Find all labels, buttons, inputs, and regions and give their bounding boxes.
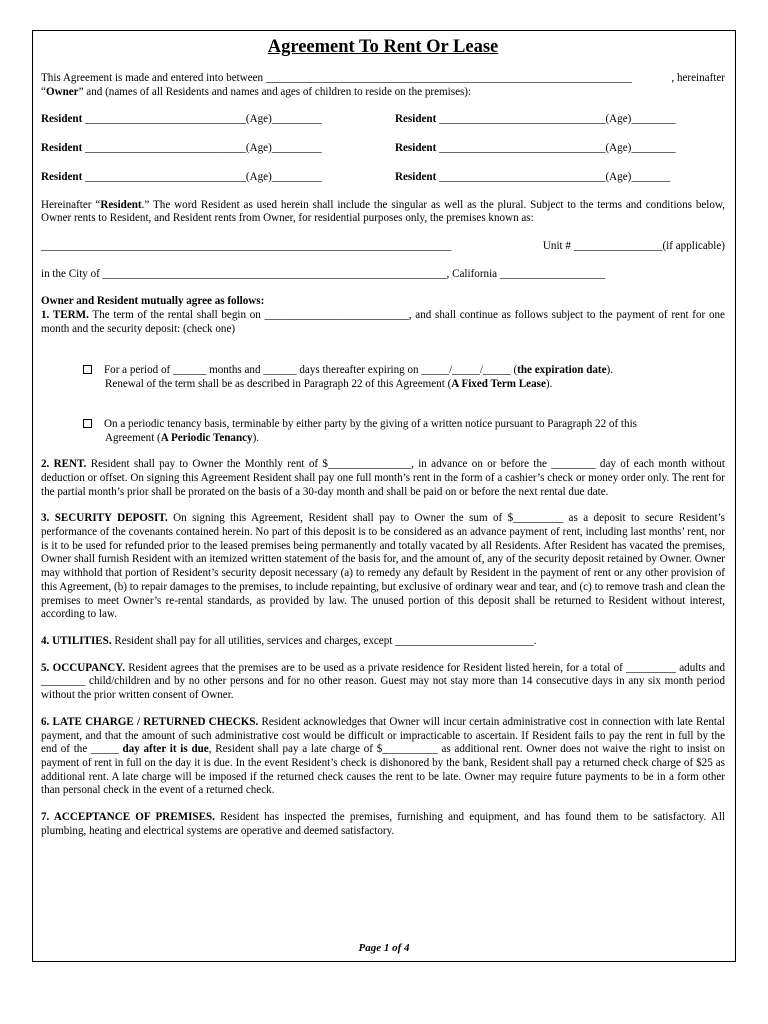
periodic-tenancy-term: A Periodic Tenancy	[160, 431, 253, 444]
late-charge-text: Resident acknowledges that Owner will incur certain administrative cost in connection with late Rental payment, and that the amount of such administrative cost would be difficult or impracticable to ascertain. If Resident fails to pay the rent in full by the end of the _____	[41, 715, 725, 756]
periodic-tenancy-text: On a periodic tenancy basis, terminable by either party by the giving of a written notice pursuant to Paragraph 22 of this	[104, 417, 637, 430]
occupancy-paragraph	[41, 662, 725, 703]
intro-residents-text: ” and (names of all Residents and names and ages of children to reside on the premises):	[78, 85, 472, 98]
term-heading: 1. TERM.	[41, 309, 89, 322]
periodic-cont-end: ).	[252, 431, 260, 444]
checkbox-fixed-term[interactable]	[83, 365, 92, 374]
resident-name-field[interactable]: ______________________________(Age)_______	[436, 170, 671, 183]
resident-name-field[interactable]: _____________________________(Age)_________	[82, 142, 322, 155]
late-charge-text-2: , Resident shall pay a late charge of $__________ as additional rent. Owner does not waive the right to insist on payment of rent in full on the day it is due. In the event Resident’s check is dishonored by the bank, Resident shall pay a returned check charge of $25 as additional rent. A late charge will be imposed if the returned check causes the rent to be late. Owner may require future payments to be in a form other than personal check in the event of a returned check.	[41, 743, 725, 797]
resident-row	[41, 142, 725, 156]
resident-name-field[interactable]: _____________________________(Age)_________	[82, 170, 322, 183]
quote-mark: “	[41, 85, 46, 98]
late-charge-heading: 6. LATE CHARGE / RETURNED CHECKS.	[41, 715, 259, 728]
utilities-text: Resident shall pay for all utilities, services and charges, except _________________________.	[111, 634, 537, 647]
resident-label: Resident	[395, 170, 437, 183]
intro-line-2	[41, 86, 471, 98]
resident-label: Resident	[41, 142, 83, 155]
renewal-end: ).	[545, 378, 553, 391]
hereinafter-paragraph	[41, 199, 725, 226]
hereinafter-start: Hereinafter “	[41, 198, 101, 211]
occupancy-heading: 5. OCCUPANCY.	[41, 661, 125, 674]
intro-line-1	[41, 72, 725, 86]
residents-block	[41, 113, 725, 184]
rent-heading: 2. RENT.	[41, 458, 87, 471]
day-after-due-term: day after it is due	[122, 743, 209, 756]
rent-paragraph	[41, 458, 725, 499]
unit-number-field[interactable]: Unit # ________________(if applicable)	[542, 239, 725, 252]
document-body	[41, 30, 725, 838]
resident-term: Resident	[100, 198, 142, 211]
term-text: The term of the rental shall begin on __________________________, and shall continue as follows subject to the payment of rent for one month and the security deposit: (check one)	[41, 309, 725, 335]
fixed-term-end: ).	[606, 364, 613, 377]
page-number: Page 1 of 4	[358, 942, 410, 954]
rent-text: Resident shall pay to Owner the Monthly rent of $_______________, in advance on or before the ________ day of each month without deduction or offset. On signing this Agreement Resident shall pay one full month’s rent in the form of a cashier’s check or money order only. The rent for the partial month’s prior shall be prorated on the basis of a 30-day month and shall be paid on or before the next rental due date.	[41, 458, 725, 498]
resident-label: Resident	[395, 113, 437, 126]
document-title: Agreement To Rent Or Lease	[267, 37, 499, 57]
term-paragraph	[41, 309, 725, 336]
city-field[interactable]: in the City of ______________________________________________________________	[41, 267, 447, 280]
occupancy-text: Resident agrees that the premises are to be used as a private residence for Resident listed herein, for a total of _________ adults and ________ child/children and by no other persons and for no other reason. Guest may not stay more than 14 consecutive days in any six month period without the prior written consent of Owner.	[41, 661, 725, 702]
checkbox-periodic-tenancy[interactable]	[83, 419, 92, 428]
resident-name-field[interactable]: _____________________________(Age)_________	[82, 113, 322, 126]
security-deposit-heading: 3. SECURITY DEPOSIT.	[41, 512, 168, 525]
resident-label: Resident	[41, 170, 83, 183]
acceptance-heading: 7. ACCEPTANCE OF PREMISES.	[41, 811, 215, 824]
resident-label: Resident	[41, 113, 83, 126]
premises-line	[41, 240, 725, 254]
utilities-heading: 4. UTILITIES.	[41, 634, 112, 647]
city-line	[41, 268, 725, 282]
intro-paragraph	[41, 72, 725, 99]
california-field[interactable]: , California ___________________	[446, 267, 606, 280]
resident-name-field[interactable]: ______________________________(Age)________	[436, 113, 676, 126]
periodic-cont-start: Agreement (	[105, 431, 161, 444]
expiration-date-term: the expiration date	[517, 364, 607, 377]
acceptance-paragraph	[41, 811, 725, 838]
security-deposit-paragraph	[41, 512, 725, 622]
hereinafter-text: .” The word Resident as used herein shall include the singular as well as the plural. Subject to the terms and conditions below, Owner rents to Resident, and Resident rents from Owner, for residential purposes only, the premises known as:	[41, 198, 726, 225]
renewal-text: Renewal of the term shall be as described in Paragraph 22 of this Agreement (	[105, 378, 452, 391]
resident-label: Resident	[395, 142, 437, 155]
intro-text: This Agreement is made and entered into between	[41, 72, 266, 84]
owner-name-blank[interactable]: __________________________________________________________________	[265, 72, 632, 84]
resident-name-field[interactable]: ______________________________(Age)________	[436, 142, 676, 155]
owner-term: Owner	[45, 85, 79, 98]
late-charge-paragraph	[41, 716, 725, 798]
fixed-term-lease-term: A Fixed Term Lease	[451, 378, 546, 391]
resident-row	[41, 113, 725, 127]
security-deposit-text: On signing this Agreement, Resident shall pay to Owner the sum of $_________ as a deposit to secure Resident’s performance of the covenants contained herein. No part of this deposit is to be considered as an advance payment of rent, including last months’ rent, nor is it to be used for refunded prior to the leased premises being permanently and totally vacated by all Residents. After Resident has vacated the premises, Owner shall furnish Resident with an itemized written statement of the basis for, and the amount of, any of the security deposit retained by Owner. Owner may withhold that portion of Resident’s security deposit necessary (a) to remedy any default by Resident in the payment of rent or any other provision of this Agreement, (b) to repair damages to the premises, to include repainting, but exclusive of ordinary wear and tear, and (c) to remove trash and clean the premises to meet Owner’s re-rental standards, as provided by law. The unused portion of this deposit shall be returned to Resident without interest, according to law.	[41, 512, 725, 621]
resident-row	[41, 171, 725, 185]
mutual-agreement-heading: Owner and Resident mutually agree as follows:	[41, 295, 265, 308]
fixed-term-continuation	[105, 378, 725, 392]
intro-hereinafter: , hereinafter	[671, 72, 725, 84]
periodic-tenancy-continuation	[105, 432, 725, 446]
premises-address-field[interactable]: __________________________________________________________________________	[41, 239, 452, 252]
periodic-tenancy-option[interactable]	[83, 418, 725, 445]
acceptance-text: Resident has inspected the premises, furnishing and equipment, and has found them to be satisfactory. All plumbing, heating and electrical systems are operative and deemed satisfactory.	[41, 811, 726, 837]
fixed-term-text: For a period of ______ months and ______ days thereafter expiring on _____/_____/_____ (	[104, 364, 518, 377]
utilities-paragraph	[41, 635, 725, 649]
fixed-term-option[interactable]	[83, 364, 725, 391]
page-bottom-rule	[32, 961, 736, 962]
